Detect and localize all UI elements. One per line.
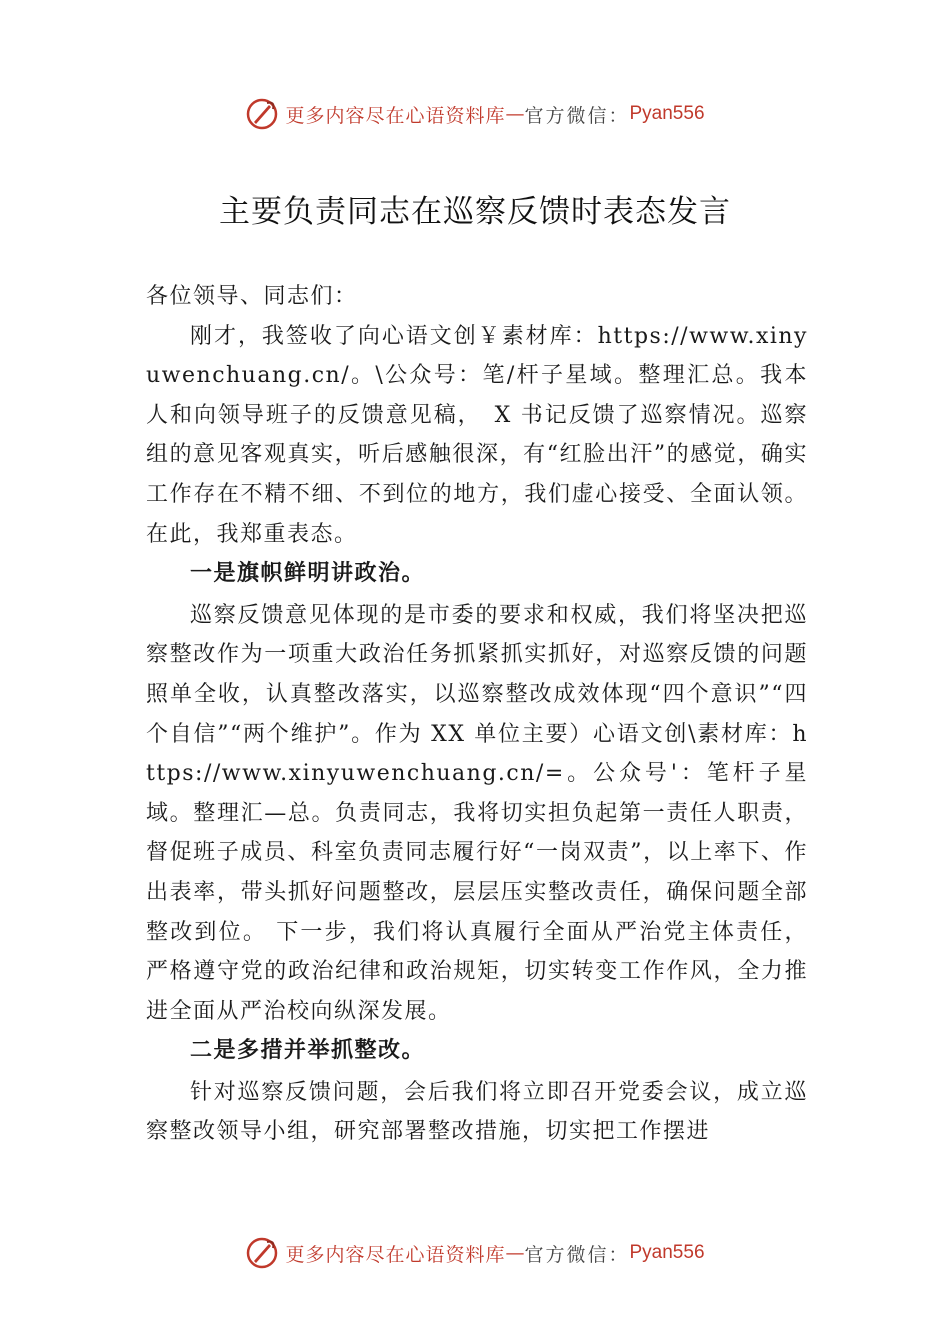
quill-pen-logo-icon: [245, 1236, 279, 1270]
footer-banner: [0, 1233, 950, 1273]
banner-dash: —: [505, 103, 525, 125]
banner-wechat-id: Pyan556: [629, 1242, 705, 1263]
quill-pen-logo-icon: [245, 97, 279, 131]
header-banner: [0, 94, 950, 134]
banner-wechat-label: 官方微信：: [524, 1243, 630, 1266]
section-heading-1: 一是旗帜鲜明讲政治。: [190, 561, 426, 587]
banner-slogan: 更多内容尽在心语资料库: [285, 1243, 506, 1266]
document-body: [146, 277, 808, 1152]
paragraph-intro: 刚才，我签收了向心语文创￥素材库：https://www.xinyuwenchuang.cn/。\公众号：笔/杆子星域。整理汇总。我本人和向领导班子的反馈意见稿， X 书记反馈了巡察情况。巡察组的意见客观真实，听后感触很深，有“红脸出汗”的感觉，确实工作存在不精不细、不到位的地方，我们虚心接受、全面认领。在此，我郑重表态。: [146, 323, 808, 547]
banner-wechat-label: 官方微信：: [524, 104, 630, 127]
salutation: 各位领导、同志们：: [146, 284, 358, 309]
banner-slogan: 更多内容尽在心语资料库: [285, 104, 506, 127]
document-title: 主要负责同志在巡察反馈时表态发言: [219, 194, 731, 230]
paragraph-section-2: 针对巡察反馈问题，会后我们将立即召开党委会议，成立巡察整改领导小组，研究部署整改措施，切实把工作摆进: [146, 1079, 808, 1145]
section-heading-2: 二是多措并举抓整改。: [190, 1038, 426, 1064]
banner-wechat-id: Pyan556: [629, 103, 705, 124]
paragraph-section-1: 巡察反馈意见体现的是市委的要求和权威，我们将坚决把巡察整改作为一项重大政治任务抓紧抓实抓好，对巡察反馈的问题照单全收，认真整改落实，以巡察整改成效体现“四个意识”“四个自信”“两个维护”。作为 XX 单位主要）心语文创\素材库：https://www.xinyuwenchuang.cn/=。公众号'：笔杆子星域。整理汇—总。负责同志，我将切实担负起第一责任人职责，督促班子成员、科室负责同志履行好“一岗双责”，以上率下、作出表率，带头抓好问题整改，层层压实整改责任，确保问题全部整改到位。 下一步，我们将认真履行全面从严治党主体责任，严格遵守党的政治纪律和政治规矩，切实转变工作作风，全力推进全面从严治校向纵深发展。: [146, 602, 808, 1024]
banner-dash: —: [505, 1242, 525, 1264]
